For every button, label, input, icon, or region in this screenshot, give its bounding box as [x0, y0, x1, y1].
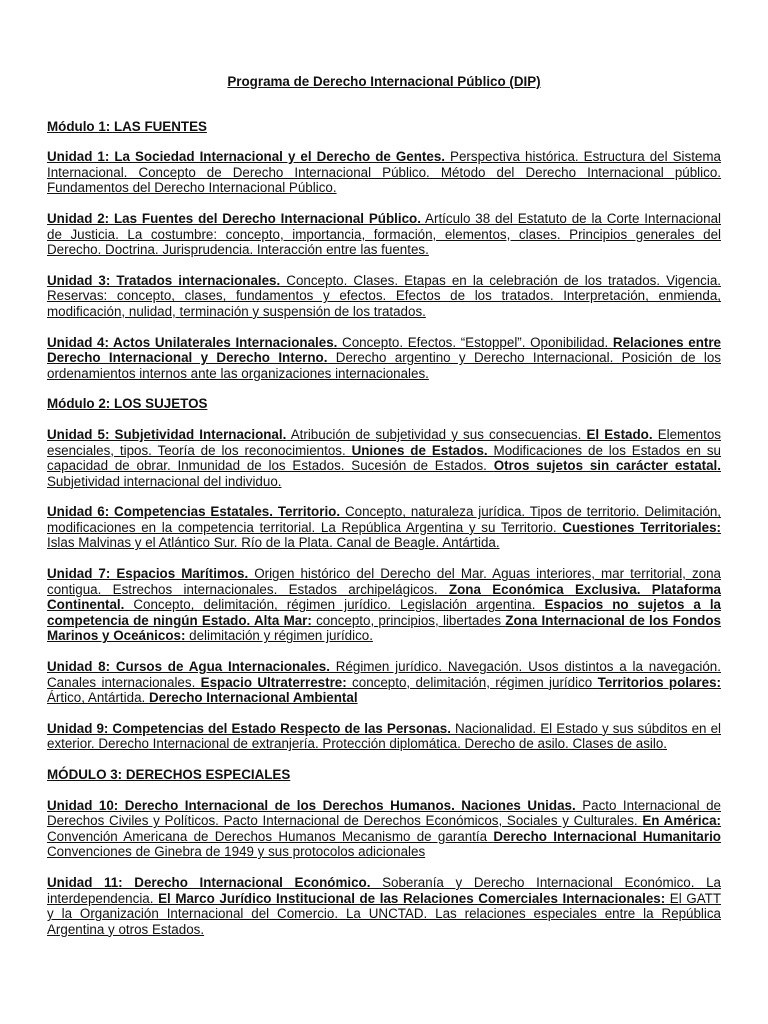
bold-heading-text: Unidad 9: Competencias del Estado Respecto de las Personas. — [47, 720, 451, 736]
body-text: concepto, delimitación, régimen jurídico — [346, 674, 598, 690]
module-1 — [47, 119, 721, 382]
bold-heading-text: Espacio Ultraterrestre: — [200, 674, 347, 690]
body-text: Concepto. Efectos. “Estoppel”. Oponibilidad. — [337, 334, 613, 350]
body-text: Convención Americana de Derechos Humanos Mecanismo de garantía — [47, 828, 494, 844]
unit-9 — [47, 721, 721, 752]
bold-heading-text: Relaciones entre Derecho Internacional y Derecho Interno. — [47, 334, 722, 366]
body-text: El GATT y la Organización Internacional del Comercio. La UNCTAD. Las relaciones especiales entre la República Argentina y otros Estados. — [47, 890, 722, 937]
bold-heading-text: Espacios no sujetos a la competencia de ningún Estado. Alta Mar: — [47, 597, 721, 628]
bold-heading-text: Uniones de Estados. — [351, 442, 488, 458]
body-text: Pacto Internacional de Derechos Civiles y Políticos. Pacto Internacional de Derechos Económicos, Sociales y Culturales. — [47, 797, 721, 829]
body-text: Subjetividad internacional del individuo. — [47, 473, 282, 489]
body-text: Nacionalidad. El Estado y sus súbditos en el exterior. Derecho Internacional de extranjería. Protección diplomática. Derecho de asilo. Clases de asilo. — [47, 720, 721, 752]
bold-heading-text: Unidad 2: Las Fuentes del Derecho Internacional Público. — [47, 210, 421, 226]
unit-10 — [47, 798, 721, 860]
bold-heading-text: Otros sujetos sin carácter estatal. — [493, 458, 721, 474]
body-text: Derecho argentino y Derecho Internacional. Posición de los ordenamientos internos ante las organizaciones internacionales. — [47, 350, 721, 381]
bold-heading-text: Unidad 7: Espacios Marítimos. — [47, 566, 249, 582]
module-heading: Módulo 2: LOS SUJETOS — [47, 396, 208, 412]
unit-4 — [47, 335, 721, 382]
bold-heading-text: Cuestiones Territoriales: — [562, 519, 721, 535]
bold-heading-text: Unidad 11: Derecho Internacional Económico. — [47, 874, 371, 890]
body-text: Concepto. Clases. Etapas en la celebración de los tratados. Vigencia. Reservas: concepto, clases, fundamentos y efectos. Efectos de los tratados. Interpretación, enmienda, modificación, nulidad, terminación y suspensión de los tratados. — [47, 272, 721, 319]
body-text: Convenciones de Ginebra de 1949 y sus protocolos adicionales — [47, 844, 426, 860]
body-text: Elementos esenciales, tipos. Teoría de los reconocimientos. — [47, 426, 721, 458]
bold-heading-text: Derecho Internacional Humanitario — [493, 828, 721, 844]
unit-7 — [47, 566, 721, 644]
body-text: Soberanía y Derecho Internacional Económico. La interdependencia. — [47, 874, 721, 906]
module-2 — [47, 396, 721, 752]
body-text: Origen histórico del Derecho del Mar. Aguas interiores, mar territorial, zona contigua. Estrechos internacionales. Estados archipelágicos. — [47, 566, 721, 597]
bold-heading-text: Unidad 1: La Sociedad Internacional y el Derecho de Gentes. — [47, 149, 446, 165]
bold-heading-text: Unidad 8: Cursos de Agua Internacionales. — [47, 659, 330, 675]
document-title: Programa de Derecho Internacional Público (DIP) — [227, 74, 541, 89]
module-heading: MÓDULO 3: DERECHOS ESPECIALES — [47, 767, 291, 782]
bold-heading-text: Territorios polares: — [597, 674, 721, 690]
body-text: Islas Malvinas y el Atlántico Sur. Río de la Plata. Canal de Beagle. Antártida. — [47, 535, 500, 551]
bold-heading-text: Derecho Internacional Ambiental — [148, 690, 358, 706]
body-text: Modificaciones de los Estados en su capacidad de obrar. Inmunidad de los Estados. Sucesión de Estados. — [47, 442, 722, 474]
body-text: delimitación y régimen jurídico. — [185, 628, 373, 644]
bold-heading-text: Zona Económica Exclusiva. Plataforma Continental. — [47, 581, 721, 613]
body-text: Concepto, delimitación, régimen jurídico. Legislación argentina. — [124, 597, 545, 613]
unit-6 — [47, 504, 721, 551]
bold-heading-text: El Estado. — [586, 426, 653, 442]
unit-2 — [47, 211, 721, 258]
unit-3 — [47, 273, 721, 320]
body-text: Perspectiva histórica. Estructura del Sistema Internacional. Concepto de Derecho Internacional Público. Método del Derecho Internacional público. Fundamentos del Derecho Internacional Público. — [47, 149, 721, 196]
body-text: Régimen jurídico. Navegación. Usos distintos a la navegación. Canales internacionales. — [47, 659, 721, 690]
body-text: Concepto, naturaleza jurídica. Tipos de territorio. Delimitación, modificaciones en la competencia territorial. La República Argentina y su Territorio. — [47, 504, 722, 535]
bold-heading-text: El Marco Jurídico Institucional de las Relaciones Comerciales Internacionales: — [158, 890, 666, 906]
body-text: Artículo 38 del Estatuto de la Corte Internacional de Justicia. La costumbre: concepto, importancia, formación, elementos, clases. Principios generales del Derecho. Doctrina. Jurisprudencia. Interacción entre las fuentes. — [47, 210, 721, 258]
unit-8 — [47, 659, 721, 706]
module-heading: Módulo 1: LAS FUENTES — [47, 118, 207, 134]
bold-heading-text: Unidad 3: Tratados internacionales. — [47, 272, 281, 288]
bold-heading-text: Unidad 6: Competencias Estatales. Territorio. — [47, 504, 341, 520]
bold-heading-text: Unidad 5: Subjetividad Internacional. — [47, 426, 287, 442]
unit-11 — [47, 875, 721, 937]
body-text: Atribución de subjetividad y sus consecuencias. — [286, 426, 587, 442]
module-3 — [47, 767, 721, 937]
bold-heading-text: Unidad 10: Derecho Internacional de los Derechos Humanos. Naciones Unidas. — [47, 797, 576, 813]
body-text: concepto, principios, libertades — [311, 612, 506, 628]
unit-5 — [47, 427, 721, 489]
body-text: Ártico, Antártida. — [47, 690, 149, 706]
bold-heading-text: Zona Internacional de los Fondos Marinos y Oceánicos: — [47, 612, 721, 644]
bold-heading-text: Unidad 4: Actos Unilaterales Internacionales. — [47, 334, 338, 350]
bold-heading-text: En América: — [642, 813, 721, 829]
unit-1 — [47, 149, 721, 196]
